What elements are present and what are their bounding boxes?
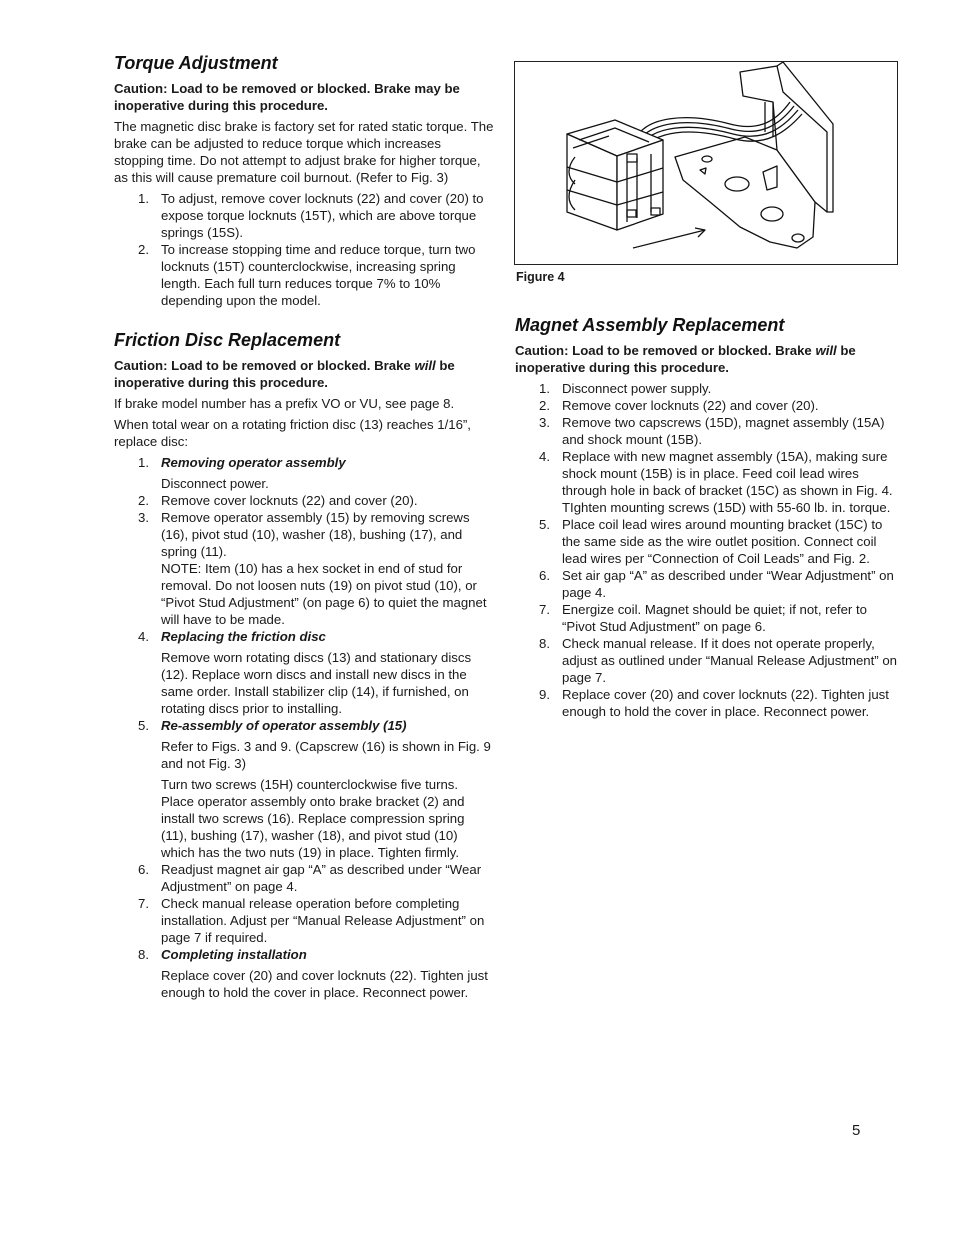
list-item: 8. Check manual release. If it does not operate properly, adjust as outlined under “Manual Release Adjustment” on page 7.: [539, 636, 898, 685]
magnet-assembly-heading: Magnet Assembly Replacement: [515, 315, 785, 335]
list-item: 9. Replace cover (20) and cover locknuts (22). Tighten just enough to hold the cover in place. Reconnect power.: [539, 687, 889, 719]
list-item: 7. Energize coil. Magnet should be quiet; if not, refer to “Pivot Stud Adjustment” on page 6.: [539, 602, 867, 634]
torque-adjustment-heading: Torque Adjustment: [114, 53, 278, 73]
list-item: 5. Place coil lead wires around mounting bracket (15C) to the same side as the wire outlet position. Connect coil lead wires per “Connection of Coil Leads” and Fig. 2.: [539, 517, 883, 566]
list-item: 3. Remove operator assembly (15) by removing screws (16), pivot stud (10), washer (18), bushing (17), and spring (11). NOTE: Item (10) has a hex socket in end of stud for removal. Do not loosen nuts (19) on pivot stud (10), or “Pivot Stud Adjustment” (on page 6) to quiet the magnet will have to be made.: [114, 509, 494, 628]
torque-caution: Caution: Load to be removed or blocked. Brake may be inoperative during this procedure.: [114, 81, 460, 113]
figure-caption: Figure 4: [516, 270, 565, 284]
list-item: 2. Remove cover locknuts (22) and cover (20).: [539, 398, 819, 413]
list-item: 3. Remove two capscrews (15D), magnet assembly (15A) and shock mount (15B).: [539, 415, 885, 447]
friction-caution: Caution: Load to be removed or blocked. Brake will be inoperative during this procedure.: [114, 358, 455, 390]
list-item: 7. Check manual release operation before completing installation. Adjust per “Manual Release Adjustment” on page 7 if required.: [138, 896, 485, 945]
magnet-assembly-illustration: [515, 62, 897, 264]
magnet-steps: [515, 380, 899, 720]
torque-steps: [114, 190, 494, 309]
list-item: 8. Completing installation Replace cover (20) and cover locknuts (22). Tighten just enough to hold the cover in place. Reconnect power.: [138, 947, 488, 1000]
list-item: 1. Disconnect power supply.: [539, 381, 712, 396]
list-item: 4. Replace with new magnet assembly (15A), making sure shock mount (15B) is in place. Feed coil lead wires through hole in back of bracket (15C) as shown in Fig. 4. TIghten mounting screws (15D) with 55-60 lb. in. torque.: [539, 449, 893, 515]
list-item: 1. Removing operator assembly Disconnect power.: [138, 455, 346, 491]
list-item: 2. To increase stopping time and reduce torque, turn two locknuts (15T) counterclockwise, increasing spring length. Each full turn reduces torque 7% to 10% depending upon the model.: [138, 242, 476, 308]
friction-steps: [114, 454, 494, 1001]
list-item: 2. Remove cover locknuts (22) and cover (20).: [138, 493, 418, 508]
figure-4-image: [514, 61, 898, 265]
list-item: 6. Readjust magnet air gap “A” as described under “Wear Adjustment” on page 4.: [138, 862, 482, 894]
friction-wear-note: When total wear on a rotating friction disc (13) reaches 1/16”, replace disc:: [114, 417, 471, 449]
friction-note: NOTE: Item (10) has a hex socket in end of stud for removal. Do not loosen nuts (19) on pivot stud (10), or “Pivot Stud Adjustment” (on page 6) to quiet the magnet will have to be made.: [161, 561, 487, 627]
list-item: 5. Re-assembly of operator assembly (15) Refer to Figs. 3 and 9. (Capscrew (16) is shown in Fig. 9 and not Fig. 3) Turn two screws (15H) counterclockwise five turns. Place operator assembly onto brake bracket (2) and install two screws (16). Replace compression spring (11), bushing (17), washer (18), and pivot stud (10) which has the two nuts (19) in place. Tighten firmly.: [138, 718, 491, 860]
friction-disc-heading: Friction Disc Replacement: [114, 330, 341, 350]
list-item: 6. Set air gap “A” as described under “Wear Adjustment” on page 4.: [539, 568, 894, 600]
page-number: 5: [852, 1122, 861, 1139]
magnet-caution: Caution: Load to be removed or blocked. Brake will be inoperative during this procedure.: [515, 343, 856, 375]
list-item: 4. Replacing the friction disc Remove worn rotating discs (13) and stationary discs (12). Replace worn discs and install new discs in the same order. Install stabilizer clip (14), if furnished, on rotating discs prior to installing.: [138, 629, 472, 716]
right-column: [515, 314, 899, 720]
torque-intro: The magnetic disc brake is factory set for rated static torque. The brake can be adjusted to reduce torque which increases stopping time. Do not attempt to adjust brake for higher torque, as this will cause premature coil burnout. (Refer to Fig. 3): [114, 119, 494, 185]
friction-prefix-note: If brake model number has a prefix VO or VU, see page 8.: [114, 396, 455, 411]
list-item: 1. To adjust, remove cover locknuts (22) and cover (20) to expose torque locknuts (15T), which are above torque springs (15S).: [138, 191, 484, 240]
left-column: [114, 52, 494, 1001]
